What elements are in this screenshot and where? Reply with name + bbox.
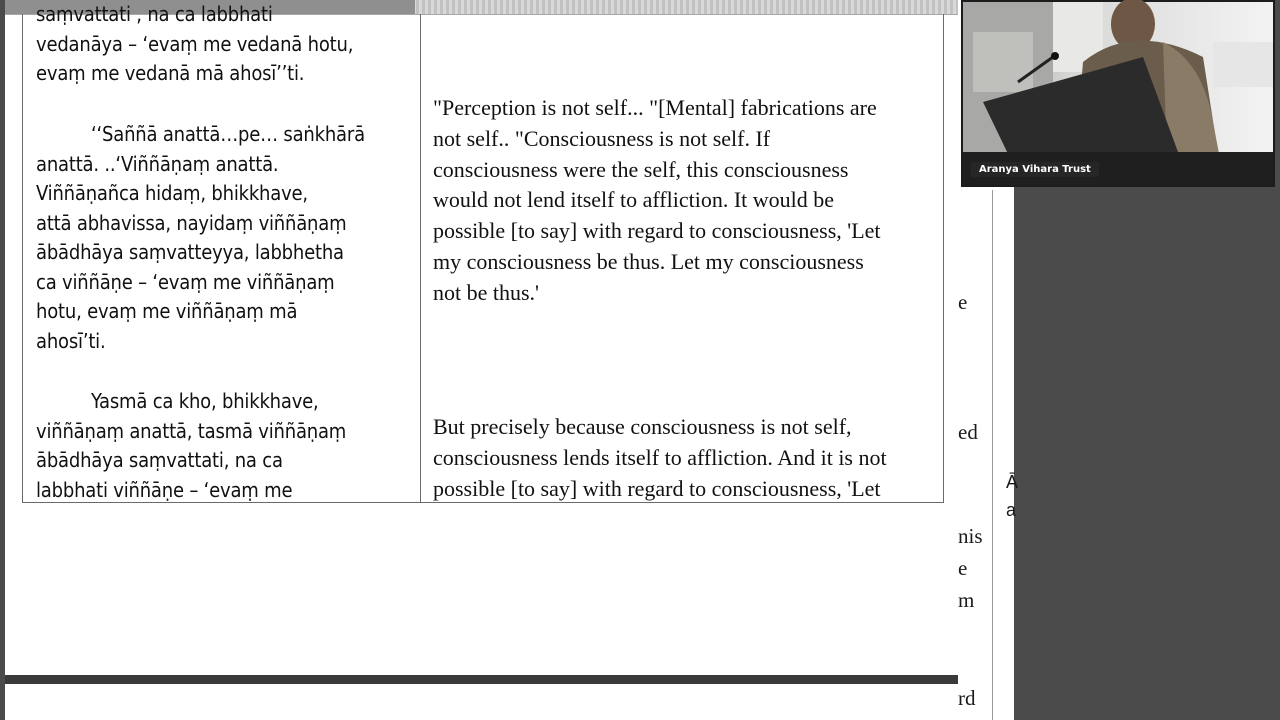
pali-line: attā abhavissa, nayidaṃ viññāṇaṃ: [36, 210, 347, 235]
english-translation-1: [433, 93, 938, 309]
pali-line: Yasmā ca kho, bhikkhave,: [91, 389, 319, 413]
english-line: "Perception is not self... "[Mental] fabrications are: [433, 95, 877, 120]
pali-line: anattā. ..‘Viññāṇaṃ anattā.: [36, 151, 279, 176]
pali-line: hotu, evaṃ me viññāṇaṃ mā: [36, 299, 298, 323]
sutta-table: [22, 2, 944, 503]
participant-video-feed: [963, 2, 1273, 185]
background-text-fragment: ed: [958, 420, 978, 444]
pali-line: ahosī’ti.: [36, 328, 106, 353]
background-text-fragment: a: [1006, 500, 1017, 520]
pali-passage-2: [36, 120, 416, 356]
pali-line: evaṃ me vedanā mā ahosī’’ti.: [36, 61, 305, 85]
english-line: consciousness were the self, this consciousness: [433, 156, 849, 182]
english-line: possible [to say] with regard to consciousness, 'Let: [433, 218, 881, 244]
pali-line: vedanāya – ‘evaṃ me vedanā hotu,: [36, 31, 354, 56]
background-text-fragment: Ā: [1006, 472, 1019, 492]
english-line: consciousness lends itself to affliction. And it is not: [433, 444, 887, 470]
table-column-divider: [420, 14, 421, 503]
next-document-page[interactable]: [5, 684, 958, 720]
english-line: not self.. "Consciousness is not self. If: [433, 125, 771, 151]
pali-passage-3: [36, 387, 416, 505]
background-text-fragment: rd: [958, 686, 976, 710]
english-line: not be thus.': [433, 279, 540, 305]
pali-passage-1: [36, 0, 416, 89]
background-text-fragment: e: [958, 556, 968, 580]
english-line: would not lend itself to affliction. It would be: [433, 187, 835, 213]
pali-line: ‘‘Saññā anattā…pe… saṅkhārā: [91, 122, 365, 146]
pali-line: Viññāṇañca hidaṃ, bhikkhave,: [36, 181, 308, 205]
background-text-fragment: m: [958, 588, 975, 612]
participant-name-label: Aranya Vihara Trust: [971, 162, 1099, 177]
pali-line: ābādhāya saṃvattati, na ca: [36, 448, 283, 472]
english-line: my consciousness be thus. Let my consciousness: [433, 248, 864, 274]
english-line: But precisely because consciousness is not self,: [433, 414, 852, 439]
pali-line: labbhati viññāṇe – ‘evaṃ me: [36, 477, 293, 502]
background-text-fragment: e: [958, 290, 968, 314]
background-text-fragment: nis: [958, 524, 983, 548]
pali-line: ca viññāṇe – ‘evaṃ me viññāṇaṃ: [36, 269, 335, 294]
background-table-border: [992, 190, 993, 720]
video-participant-tile[interactable]: [961, 0, 1275, 187]
pali-line: saṃvattati , na ca labbhati: [36, 2, 273, 26]
english-translation-2: [433, 412, 938, 504]
pali-line: ābādhāya saṃvatteyya, labbhetha: [36, 240, 344, 264]
page-separator: [5, 675, 958, 684]
pali-line: viññāṇaṃ anattā, tasmā viññāṇaṃ: [36, 418, 347, 443]
document-page[interactable]: [5, 0, 958, 675]
english-line: possible [to say] with regard to consciousness, 'Let: [433, 475, 881, 501]
